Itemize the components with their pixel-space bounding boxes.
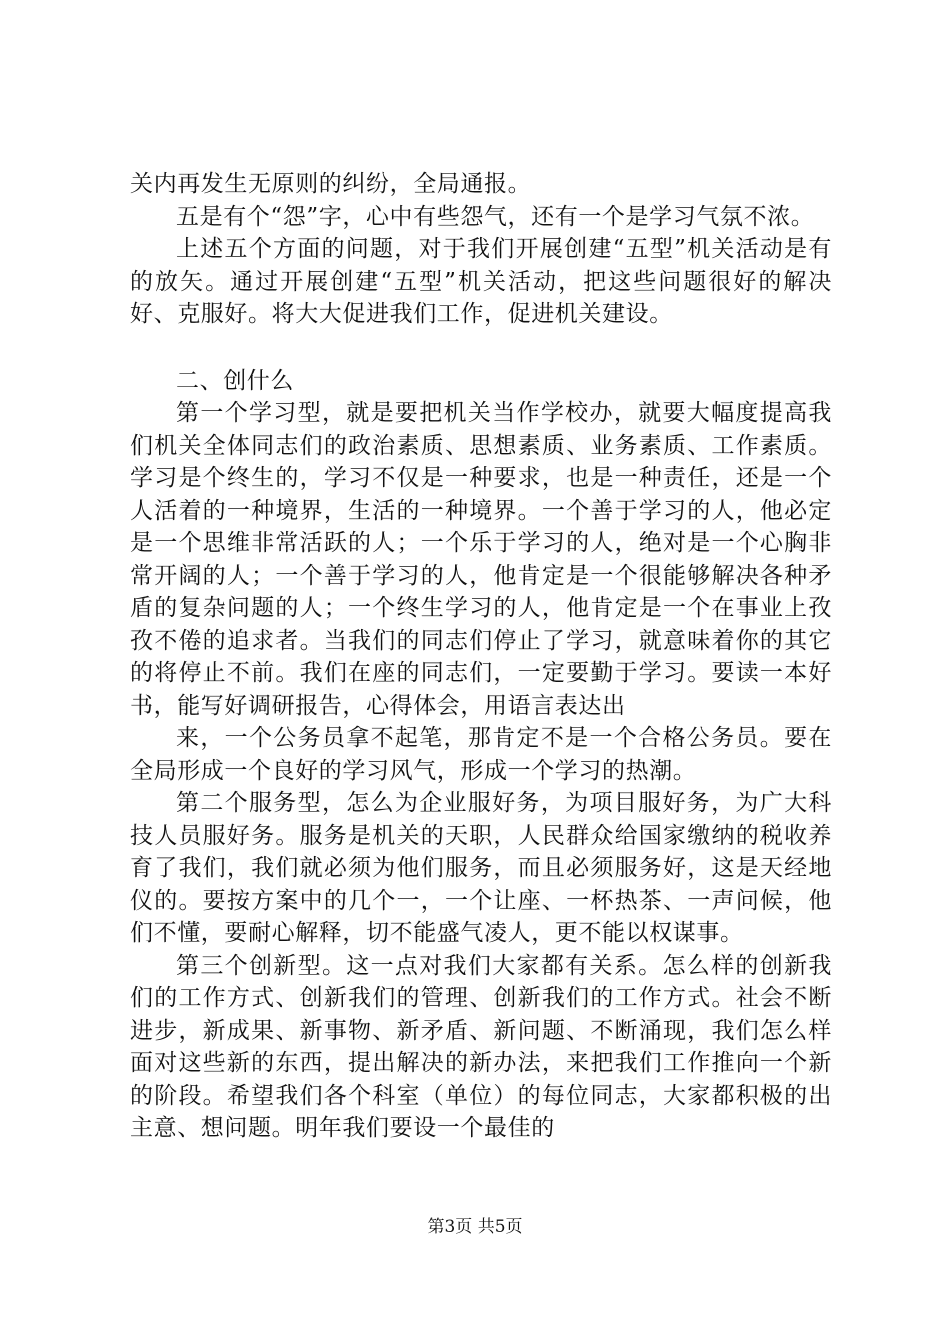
paragraph-learning-continued: 来，一个公务员拿不起笔，那肯定不是一个合格公务员。要在全局形成一个良好的学习风气，形成一个学习的热潮。 [130,725,832,784]
section-heading: 二、创什么 [176,367,294,394]
page-number-footer: 第3页 共5页 [427,1217,523,1237]
paragraph-service-type: 第二个服务型，怎么为企业服好务，为项目服好务，为广大科技人员服好务。服务是机关的天职，人民群众给国家缴纳的税收养育了我们，我们就必须为他们服务，而且必须服务好，这是天经地仪的。要按方案中的几个一，一个让座、一杯热茶、一声问候，他们不懂，要耐心解释，切不能盛气凌人，更不能以权谋事。 [130,790,832,946]
paragraph-learning-type: 第一个学习型，就是要把机关当作学校办，就要大幅度提高我们机关全体同志们的政治素质、思想素质、业务素质、工作素质。学习是个终生的，学习不仅是一种要求，也是一种责任，还是一个人活着的一种境界，生活的一种境界。一个善于学习的人，他必定是一个思维非常活跃的人；一个乐于学习的人，绝对是一个心胸非常开阔的人；一个善于学习的人，他肯定是一个很能够解决各种矛盾的复杂问题的人；一个终生学习的人，他肯定是一个在事业上孜孜不倦的追求者。当我们的同志们停止了学习，就意味着你的其它的将停止不前。我们在座的同志们，一定要勤于学习。要读一本好书，能写好调研报告，心得体会，用语言表达出 [130,400,832,719]
paragraph-continuation: 关内再发生无原则的纠纷，全局通报。 [130,171,532,197]
paragraph-point-five: 五是有个“怨”字，心中有些怨气，还有一个是学习气氛不浓。 [176,203,815,230]
paragraph-innovation-type: 第三个创新型。这一点对我们大家都有关系。怎么样的创新我们的工作方式、创新我们的管理、创新我们的工作方式。社会不断进步，新成果、新事物、新矛盾、新问题、不断涌现，我们怎么样面对这些新的东西，提出解决的新办法，来把我们工作推向一个新的阶段。希望我们各个科室（单位）的每位同志，大家都积极的出主意、想问题。明年我们要设一个最佳的 [130,952,832,1141]
document-body [130,168,832,1145]
paragraph-summary: 上述五个方面的问题，对于我们开展创建“五型”机关活动是有的放矢。通过开展创建“五型”机关活动，把这些问题很好的解决好、克服好。将大大促进我们工作，促进机关建设。 [130,236,832,327]
